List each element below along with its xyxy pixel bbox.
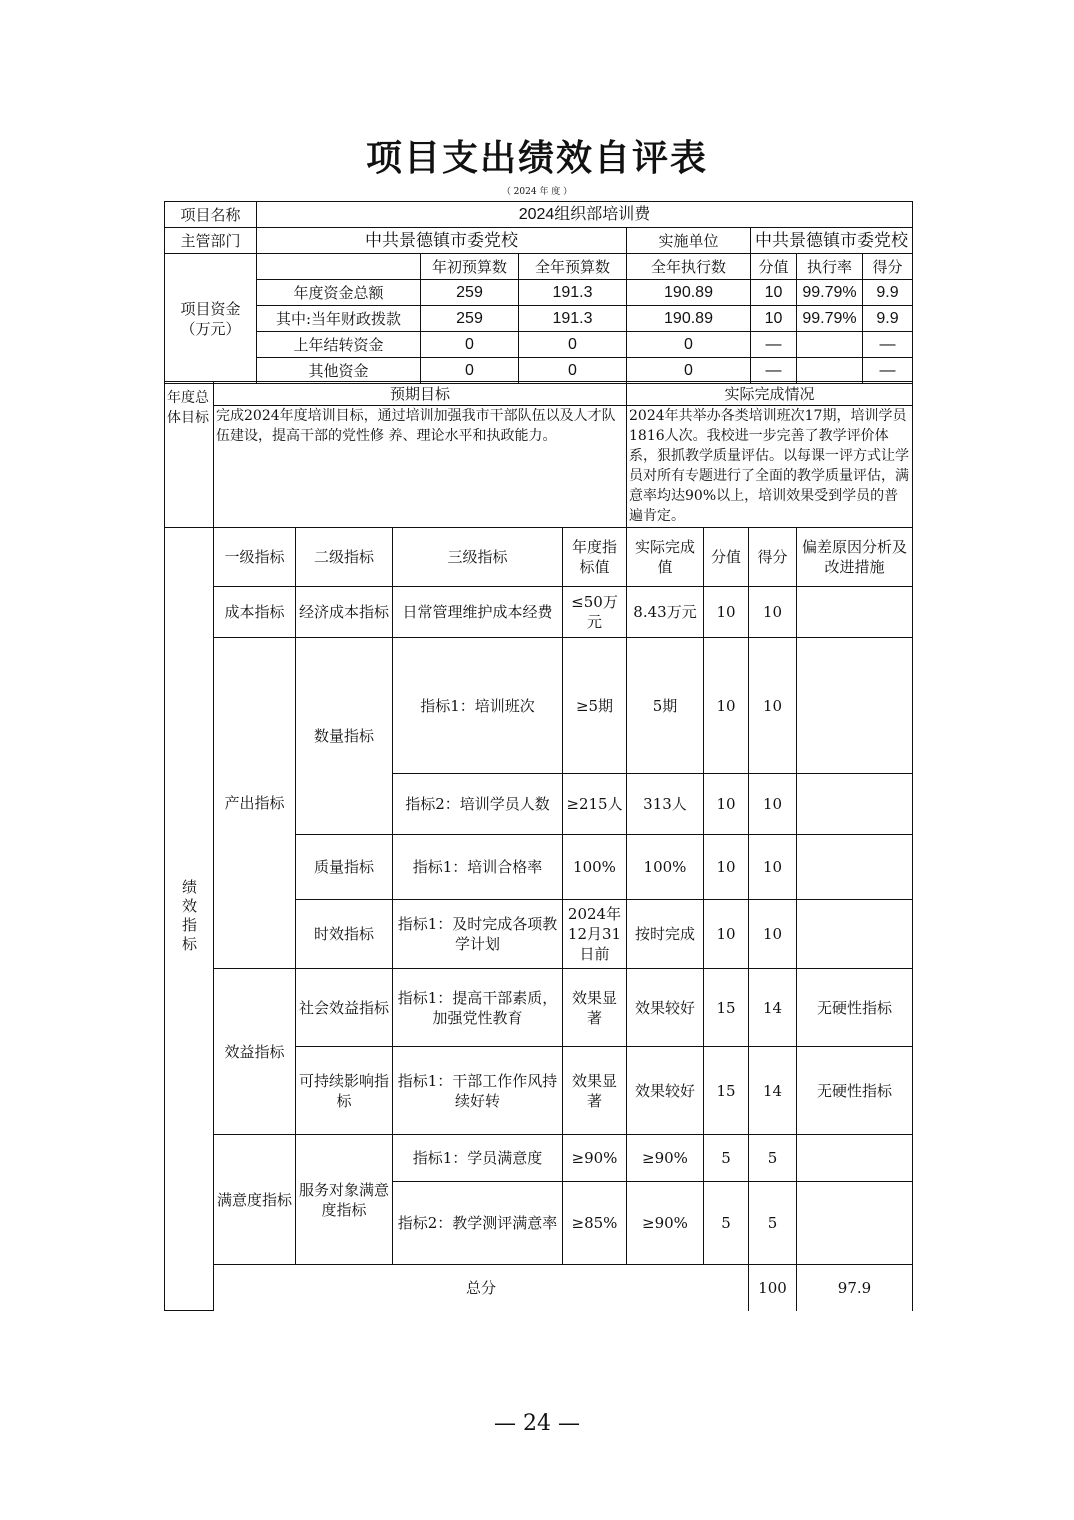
target-value: 2024年12月31日前 bbox=[563, 900, 627, 969]
score-value: 5 bbox=[749, 1182, 797, 1265]
actual-value: 5期 bbox=[627, 638, 704, 774]
points-value: 10 bbox=[704, 900, 749, 969]
funds-cell: 0 bbox=[627, 332, 751, 358]
ind-header: 偏差原因分析及改进措施 bbox=[797, 528, 913, 587]
dept-label: 主管部门 bbox=[165, 228, 257, 254]
total-score: 97.9 bbox=[797, 1265, 913, 1311]
deviation-note bbox=[797, 587, 913, 638]
score-value: 14 bbox=[749, 969, 797, 1047]
deviation-note bbox=[797, 638, 913, 774]
deviation-note bbox=[797, 774, 913, 835]
level3-indicator: 指标2：培训学员人数 bbox=[393, 774, 563, 835]
target-value: ≤50万元 bbox=[563, 587, 627, 638]
level3-indicator: 指标1：培训班次 bbox=[393, 638, 563, 774]
deviation-note: 无硬性指标 bbox=[797, 1047, 913, 1135]
target-value: ≥90% bbox=[563, 1135, 627, 1182]
actual-value: 效果较好 bbox=[627, 1047, 704, 1135]
funds-cell: 0 bbox=[519, 332, 627, 358]
level1-cost: 成本指标 bbox=[214, 587, 296, 638]
level2-social-benefit: 社会效益指标 bbox=[296, 969, 393, 1047]
funds-cell: 99.79% bbox=[797, 280, 863, 306]
expected-header: 预期目标 bbox=[214, 382, 627, 406]
points-value: 15 bbox=[704, 1047, 749, 1135]
funds-header-empty bbox=[257, 254, 421, 280]
target-value: 效果显著 bbox=[563, 969, 627, 1047]
funds-header: 得分 bbox=[863, 254, 913, 280]
funds-row-label: 上年结转资金 bbox=[257, 332, 421, 358]
level2-timeliness: 时效指标 bbox=[296, 900, 393, 969]
impl-label: 实施单位 bbox=[627, 228, 751, 254]
funds-cell: 0 bbox=[421, 358, 519, 384]
points-value: 5 bbox=[704, 1182, 749, 1265]
funds-cell: 9.9 bbox=[863, 306, 913, 332]
level3-indicator: 指标1：及时完成各项教学计划 bbox=[393, 900, 563, 969]
indicators-side-label-text: 绩效指标 bbox=[180, 878, 198, 955]
funds-cell: 190.89 bbox=[627, 280, 751, 306]
ind-header: 实际完成值 bbox=[627, 528, 704, 587]
indicators-table bbox=[164, 527, 913, 1311]
target-value: 100% bbox=[563, 835, 627, 900]
project-funds-table bbox=[164, 201, 913, 384]
score-value: 10 bbox=[749, 587, 797, 638]
actual-value: ≥90% bbox=[627, 1135, 704, 1182]
actual-value: 100% bbox=[627, 835, 704, 900]
ind-header: 三级指标 bbox=[393, 528, 563, 587]
points-value: 15 bbox=[704, 969, 749, 1047]
level1-output: 产出指标 bbox=[214, 638, 296, 969]
level1-benefit: 效益指标 bbox=[214, 969, 296, 1135]
year-note: （ 2024 年 度 ） bbox=[501, 187, 573, 197]
points-value: 10 bbox=[704, 774, 749, 835]
level3-indicator: 日常管理维护成本经费 bbox=[393, 587, 563, 638]
funds-row-label: 其中:当年财政拨款 bbox=[257, 306, 421, 332]
level2-economic-cost: 经济成本指标 bbox=[296, 587, 393, 638]
funds-cell: 191.3 bbox=[519, 306, 627, 332]
funds-header: 执行率 bbox=[797, 254, 863, 280]
level3-indicator: 指标1：提高干部素质，加强党性教育 bbox=[393, 969, 563, 1047]
project-name-label: 项目名称 bbox=[165, 202, 257, 228]
funds-cell: 0 bbox=[519, 358, 627, 384]
funds-header: 年初预算数 bbox=[421, 254, 519, 280]
deviation-note bbox=[797, 900, 913, 969]
deviation-note: 无硬性指标 bbox=[797, 969, 913, 1047]
goals-table bbox=[164, 381, 913, 528]
funds-cell: 191.3 bbox=[519, 280, 627, 306]
funds-cell: 190.89 bbox=[627, 306, 751, 332]
deviation-note bbox=[797, 1182, 913, 1265]
points-value: 10 bbox=[704, 638, 749, 774]
ind-header: 二级指标 bbox=[296, 528, 393, 587]
ind-header: 一级指标 bbox=[214, 528, 296, 587]
dept-value: 中共景德镇市委党校 bbox=[257, 228, 627, 254]
deviation-note bbox=[797, 835, 913, 900]
deviation-note bbox=[797, 1135, 913, 1182]
target-value: 效果显著 bbox=[563, 1047, 627, 1135]
total-points: 100 bbox=[749, 1265, 797, 1311]
level2-service-satisfaction: 服务对象满意度指标 bbox=[296, 1135, 393, 1265]
funds-cell: — bbox=[863, 332, 913, 358]
indicators-side-label bbox=[165, 528, 214, 1311]
level3-indicator: 指标1：学员满意度 bbox=[393, 1135, 563, 1182]
funds-cell: 0 bbox=[421, 332, 519, 358]
actual-value: 效果较好 bbox=[627, 969, 704, 1047]
total-label: 总分 bbox=[214, 1265, 749, 1311]
level3-indicator: 指标2：教学测评满意率 bbox=[393, 1182, 563, 1265]
expected-goal-text: 完成2024年度培训目标，通过培训加强我市干部队伍以及人才队伍建设，提高干部的党性修 养、理论水平和执政能力。 bbox=[214, 406, 627, 528]
score-value: 10 bbox=[749, 835, 797, 900]
points-value: 5 bbox=[704, 1135, 749, 1182]
funds-cell: — bbox=[751, 332, 797, 358]
level1-satisfaction: 满意度指标 bbox=[214, 1135, 296, 1265]
funds-label: 项目资金（万元） bbox=[165, 254, 257, 384]
actual-value: ≥90% bbox=[627, 1182, 704, 1265]
funds-header: 全年执行数 bbox=[627, 254, 751, 280]
funds-cell: 259 bbox=[421, 306, 519, 332]
actual-value: 按时完成 bbox=[627, 900, 704, 969]
actual-value: 8.43万元 bbox=[627, 587, 704, 638]
level2-sustainable-impact: 可持续影响指标 bbox=[296, 1047, 393, 1135]
funds-cell: 10 bbox=[751, 306, 797, 332]
funds-cell: 259 bbox=[421, 280, 519, 306]
target-value: ≥85% bbox=[563, 1182, 627, 1265]
impl-value: 中共景德镇市委党校 bbox=[751, 228, 913, 254]
funds-cell: — bbox=[751, 358, 797, 384]
points-value: 10 bbox=[704, 587, 749, 638]
target-value: ≥215人 bbox=[563, 774, 627, 835]
actual-result-text: 2024年共举办各类培训班次17期，培训学员1816人次。我校进一步完善了教学评价体系，狠抓教学质量评估。以每课一评方式让学员对所有专题进行了全面的教学质量评估，满意率均达90%以上，培训效果受到学员的普遍肯定。 bbox=[627, 406, 913, 528]
score-value: 10 bbox=[749, 638, 797, 774]
funds-header: 分值 bbox=[751, 254, 797, 280]
score-value: 10 bbox=[749, 774, 797, 835]
target-value: ≥5期 bbox=[563, 638, 627, 774]
level3-indicator: 指标1：培训合格率 bbox=[393, 835, 563, 900]
funds-row-label: 其他资金 bbox=[257, 358, 421, 384]
goals-row-label: 年度总体目标 bbox=[165, 382, 214, 528]
actual-header: 实际完成情况 bbox=[627, 382, 913, 406]
funds-cell: 10 bbox=[751, 280, 797, 306]
funds-cell: 99.79% bbox=[797, 306, 863, 332]
actual-value: 313人 bbox=[627, 774, 704, 835]
funds-header: 全年预算数 bbox=[519, 254, 627, 280]
level3-indicator: 指标1：干部工作作风持续好转 bbox=[393, 1047, 563, 1135]
points-value: 10 bbox=[704, 835, 749, 900]
score-value: 10 bbox=[749, 900, 797, 969]
project-name: 2024组织部培训费 bbox=[257, 202, 913, 228]
score-value: 14 bbox=[749, 1047, 797, 1135]
ind-header: 年度指标值 bbox=[563, 528, 627, 587]
level2-quantity: 数量指标 bbox=[296, 638, 393, 835]
funds-cell bbox=[797, 358, 863, 384]
page-title: 项目支出绩效自评表 bbox=[365, 138, 708, 179]
ind-header: 得分 bbox=[749, 528, 797, 587]
score-value: 5 bbox=[749, 1135, 797, 1182]
page-number: — 24 — bbox=[494, 1411, 580, 1436]
funds-row-label: 年度资金总额 bbox=[257, 280, 421, 306]
funds-cell: 0 bbox=[627, 358, 751, 384]
level2-quality: 质量指标 bbox=[296, 835, 393, 900]
funds-cell: — bbox=[863, 358, 913, 384]
funds-cell bbox=[797, 332, 863, 358]
ind-header: 分值 bbox=[704, 528, 749, 587]
funds-cell: 9.9 bbox=[863, 280, 913, 306]
